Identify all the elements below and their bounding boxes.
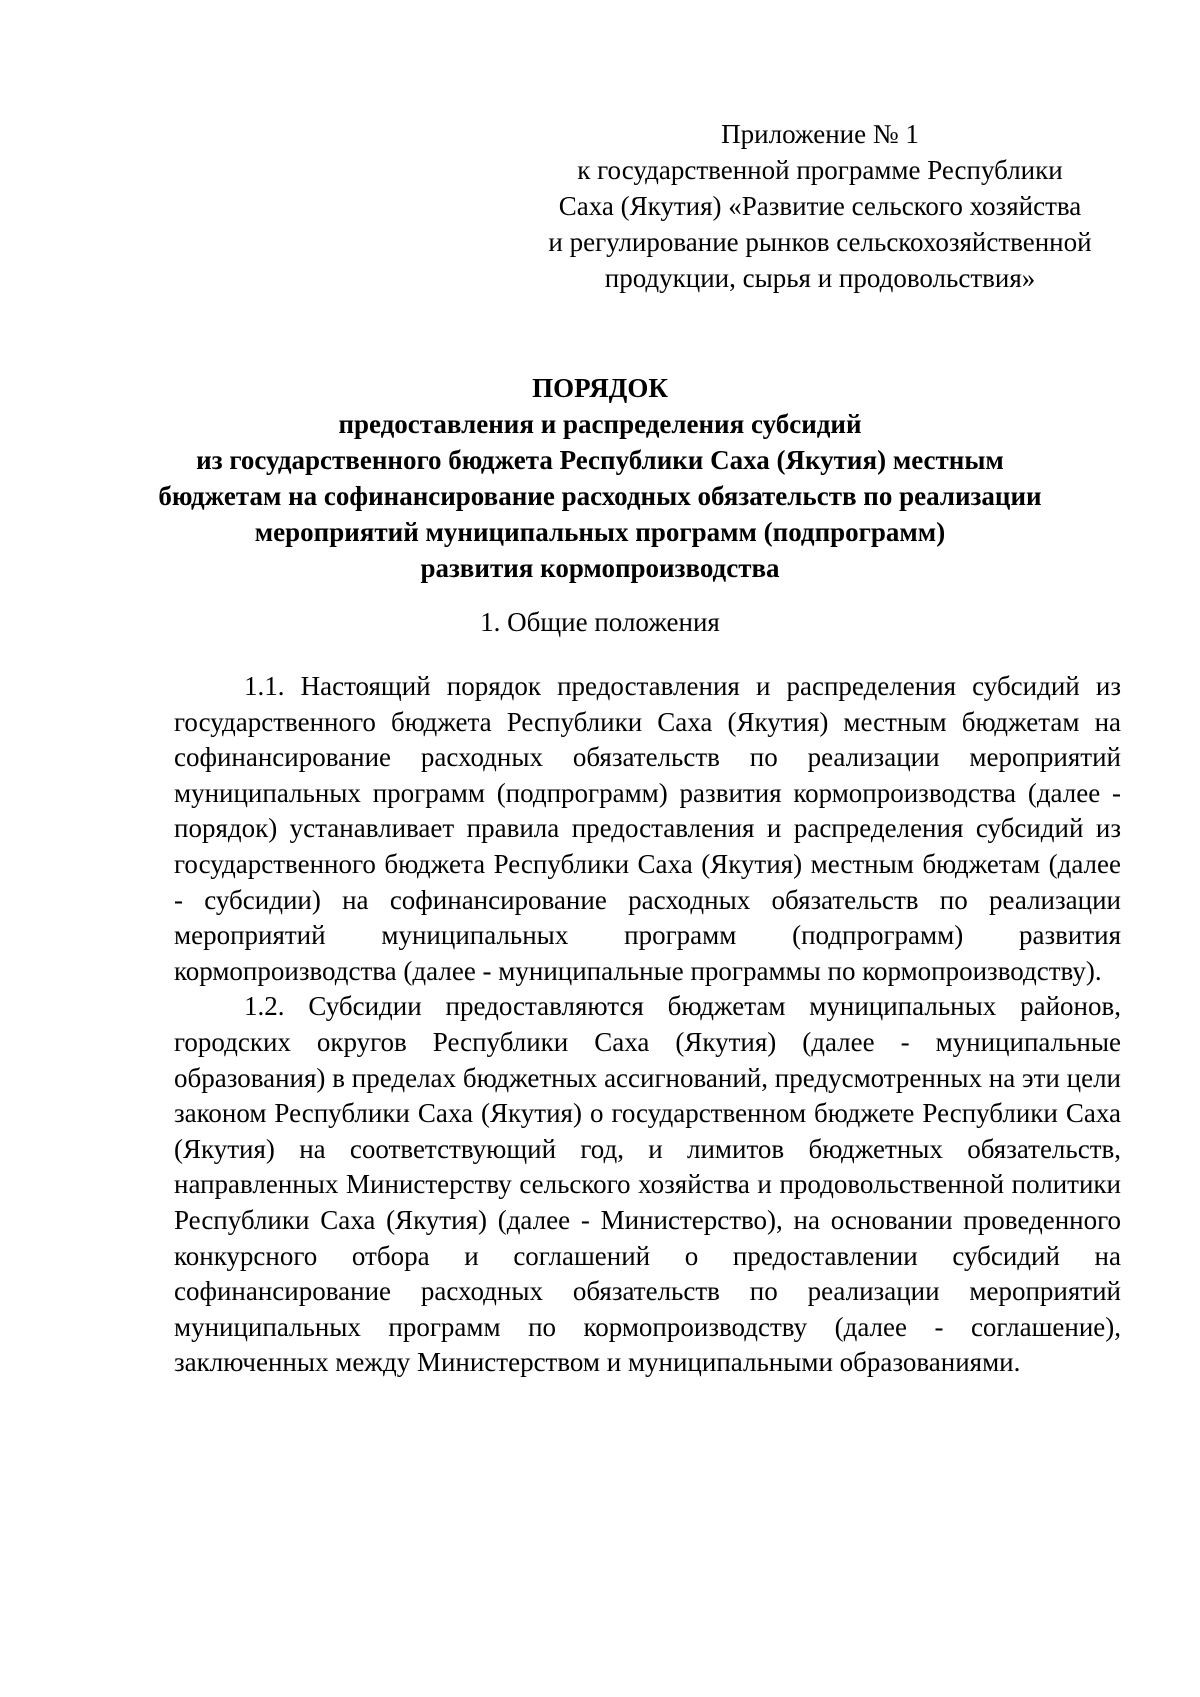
section-heading: 1. Общие положения [480,607,720,637]
appendix-line: и регулирование рынков сельскохозяйственной [548,227,1092,257]
title-line: мероприятий муниципальных программ (подпрограмм) [254,517,946,547]
section-body [174,669,1121,1381]
appendix-line: к государственной программе Республики [577,155,1063,185]
title-line: развития кормопроизводства [420,553,780,583]
title-line: бюджетам на софинансирование расходных обязательств по реализации [158,481,1042,511]
title-line: из государственного бюджета Республики Саха (Якутия) местным [196,445,1004,475]
appendix-line: Приложение № 1 [721,119,919,149]
appendix-line: продукции, сырья и продовольствия» [604,263,1036,293]
title-heading: ПОРЯДОК [532,373,668,403]
document-title [140,370,1060,586]
appendix-line: Саха (Якутия) «Развитие сельского хозяйства [558,191,1082,221]
appendix-block [520,116,1120,296]
paragraph-1-2: 1.2. Субсидии предоставляются бюджетам муниципальных районов, городских округов Республики Саха (Якутия) (далее - муниципальные образования) в пределах бюджетных ассигнований, предусмотренных на эти цели законом Республики Саха (Якутия) о государственном бюджете Республики Саха (Якутия) на соответствующий год, и лимитов бюджетных обязательств, направленных Министерству сельского хозяйства и продовольственной политики Республики Саха (Якутия) (далее - Министерство), на основании проведенного конкурсного отбора и соглашений о предоставлении субсидий на софинансирование расходных обязательств по реализации мероприятий муниципальных программ по кормопроизводству (далее - соглашение), заключенных между Министерством и муниципальными образованиями. [174,991,1121,1378]
paragraph-1-1: 1.1. Настоящий порядок предоставления и распределения субсидий из государственного бюджета Республики Саха (Якутия) местным бюджетам на софинансирование расходных обязательств по реализации мероприятий муниципальных программ (подпрограмм) развития кормопроизводства (далее - порядок) устанавливает правила предоставления и распределения субсидий из государственного бюджета Республики Саха (Якутия) местным бюджетам (далее - субсидии) на софинансирование расходных обязательств по реализации мероприятий муниципальных программ (подпрограмм) развития кормопроизводства (далее - муниципальные программы по кормопроизводству). [174,671,1121,986]
title-line: предоставления и распределения субсидий [338,409,862,439]
